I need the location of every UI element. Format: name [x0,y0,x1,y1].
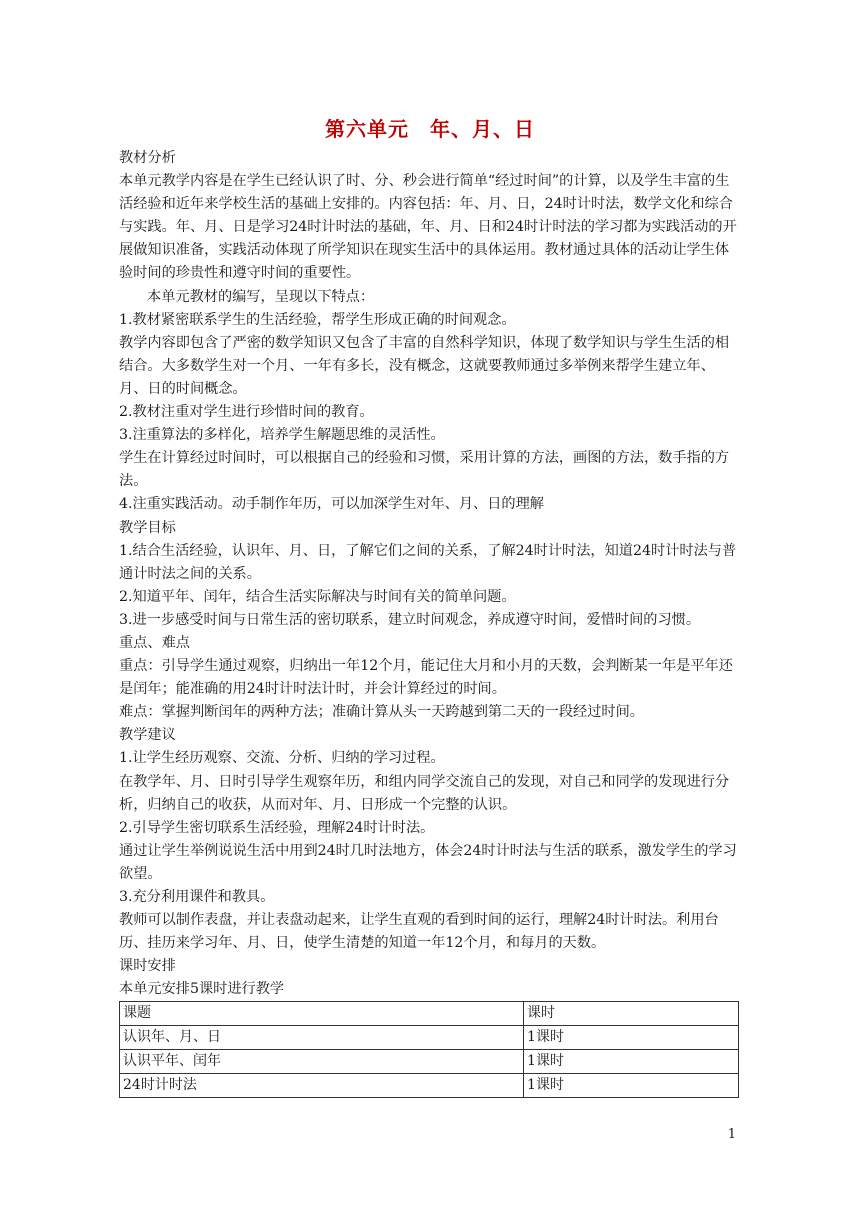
paragraph: 教学目标 [119,519,176,536]
paragraph: 教学内容即包含了严密的数学知识又包含了丰富的自然科学知识，体现了数学知识与学生生活的相结合。大多数学生对一个月、一年有多长，没有概念，这就要教师通过多举例来帮学生建立年、月、日的时间概念。 [119,334,730,397]
lesson-schedule-table [119,1001,739,1098]
paragraph: 重点、难点 [119,634,190,651]
table-cell-topic: 认识平年、闰年 [120,1050,524,1074]
paragraph: 难点：掌握判断闰年的两种方法；准确计算从头一天跨越到第二天的一段经过时间。 [119,704,644,721]
table-header-hours: 课时 [524,1002,739,1026]
paragraph: 本单元教学内容是在学生已经认识了时、分、秒会进行简单“经过时间”的计算，以及学生丰富的生活经验和近年来学校生活的基础上安排的。内容包括：年、月、日，24时计时法，数学文化和综合与实践。年、月、日是学习24时计时法的基础，年、月、日和24时计时法的学习都为实践活动的开展做知识准备，实践活动体现了所学知识在现实生活中的具体运用。教材通过具体的活动让学生体验时间的珍贵性和遵守时间的重要性。 [119,173,737,282]
paragraph: 1.教材紧密联系学生的生活经验，帮学生形成正确的时间观念。 [119,311,516,328]
paragraph: 教学建议 [119,727,176,744]
paragraph: 本单元安排5课时进行教学 [119,981,285,998]
paragraph: 4.注重实践活动。动手制作年历，可以加深学生对年、月、日的理解 [119,496,544,513]
paragraph: 通过让学生举例说说生活中用到24时几时法地方，体会24时计时法与生活的联系，激发学生的学习欲望。 [119,842,737,882]
paragraph: 教材分析 [119,150,176,166]
paragraph: 3.进一步感受时间与日常生活的密切联系，建立时间观念，养成遵守时间，爱惜时间的习惯。 [119,611,701,628]
table-cell-hours: 1课时 [524,1026,739,1050]
paragraph: 在教学年、月、日时引导学生观察年历，和组内同学交流自己的发现，对自己和同学的发现进行分析，归纳自己的收获，从而对年、月、日形成一个完整的认识。 [119,773,730,813]
paragraph: 本单元教材的编写，呈现以下特点： [147,288,375,305]
paragraph: 课时安排 [119,958,176,975]
paragraph: 3.注重算法的多样化，培养学生解题思维的灵活性。 [119,427,445,444]
table-cell-hours: 1课时 [524,1074,739,1098]
paragraph: 2.知道平年、闰年，结合生活实际解决与时间有关的简单问题。 [119,588,516,605]
table-row [120,1026,739,1050]
paragraph: 2.引导学生密切联系生活经验，理解24时计时法。 [119,819,435,836]
paragraph: 1.让学生经历观察、交流、分析、归纳的学习过程。 [119,750,445,767]
lesson-schedule-table-wrapper [119,1001,739,1098]
body-text [119,147,743,1001]
paragraph: 学生在计算经过时间时，可以根据自己的经验和习惯，采用计算的方法，画图的方法，数手指的方法。 [119,450,730,490]
page-number: 1 [727,1127,736,1142]
table-cell-hours: 1课时 [524,1050,739,1074]
paragraph: 3.充分利用课件和教具。 [119,889,275,905]
paragraph: 重点：引导学生通过观察，归纳出一年12个月，能记住大月和小月的天数，会判断某一年是平年还是闰年；能准确的用24时计时法计时，并会计算经过的时间。 [119,658,733,698]
table-cell-topic: 认识年、月、日 [120,1026,524,1050]
table-header-row [120,1002,739,1026]
table-cell-topic: 24时计时法 [120,1074,524,1098]
paragraph: 教师可以制作表盘，并让表盘动起来，让学生直观的看到时间的运行，理解24时计时法。利用台历、挂历来学习年、月、日，使学生清楚的知道一年12个月，和每月的天数。 [119,912,719,952]
paragraph: 1.结合生活经验，认识年、月、日，了解它们之间的关系，了解24时计时法，知道24时计时法与普通计时法之间的关系。 [119,542,737,582]
paragraph: 2.教材注重对学生进行珍惜时间的教育。 [119,404,374,421]
table-row [120,1050,739,1074]
table-row [120,1074,739,1098]
page-title: 第六单元 年、月、日 [325,117,535,141]
table-header-topic: 课题 [120,1002,524,1026]
